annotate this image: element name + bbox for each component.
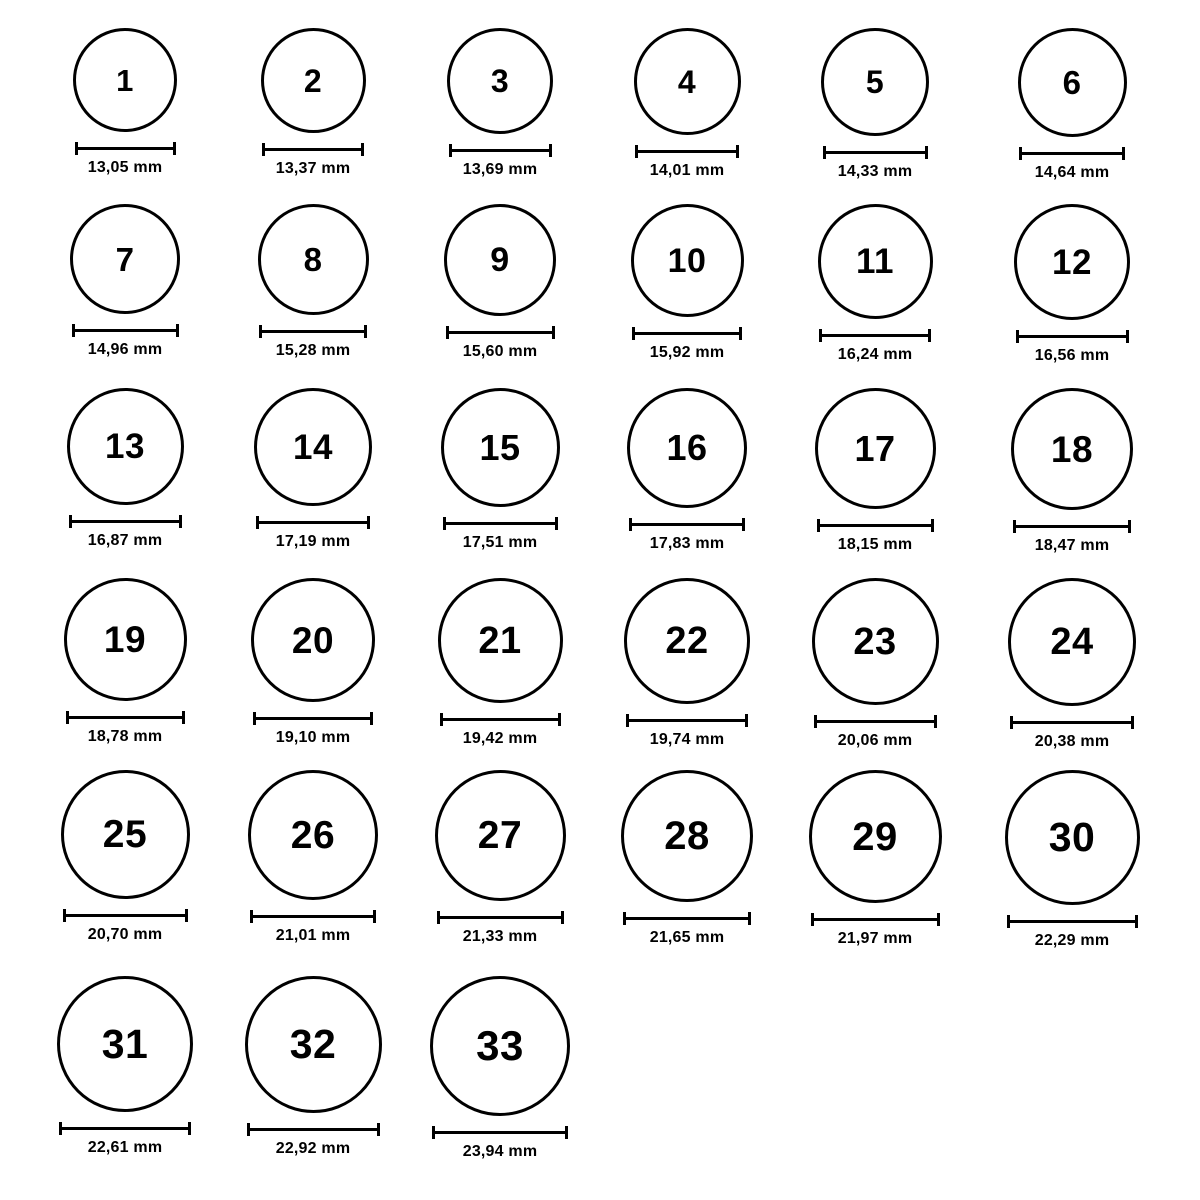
measure-cap-right [373,910,376,923]
diameter-label: 14,96 mm [87,341,163,358]
diameter-label: 20,06 mm [837,732,913,749]
measure-cap-left [432,1126,435,1139]
measure-line [75,147,176,150]
measure-cap-right [934,715,937,728]
diameter-measure-bar [811,913,940,925]
ring-size-item [64,578,187,746]
ring-size-item [430,976,570,1161]
ring-size-number: 33 [476,1022,524,1069]
ring-size-number: 8 [303,241,323,278]
ring-circle [812,578,939,705]
ring-size-number: 30 [1048,814,1096,860]
diameter-label: 15,60 mm [462,343,538,360]
ring-size-item [621,770,753,947]
measure-cap-left [446,326,449,339]
measure-line [1019,152,1125,155]
measure-cap-left [819,329,822,342]
ring-size-number: 21 [478,619,522,662]
ring-circle [258,204,369,315]
diameter-measure-bar [253,712,373,724]
diameter-label: 19,42 mm [462,730,538,747]
measure-cap-left [256,516,259,529]
ring-circle [64,578,187,701]
ring-size-item [441,388,560,552]
ring-size-item [257,204,369,360]
measure-cap-left [1019,147,1022,160]
measure-cap-right [173,142,176,155]
measure-line [1010,721,1134,724]
diameter-measure-bar [814,715,937,727]
ring-circle [634,28,741,135]
diameter-measure-bar [1007,915,1138,927]
measure-line [63,914,188,917]
ring-circle [430,976,570,1116]
ring-size-item [815,388,936,554]
measure-line [259,330,367,333]
measure-cap-right [742,518,745,531]
measure-line [811,918,940,921]
ring-size-item [1014,204,1130,365]
ring-size-number: 22 [665,620,709,662]
ring-size-number: 7 [115,240,135,278]
ring-circle [70,204,180,314]
measure-cap-left [626,714,629,727]
measure-line [823,151,928,154]
measure-cap-right [558,713,561,726]
diameter-label: 23,94 mm [462,1143,538,1160]
ring-circle [254,388,372,506]
ring-size-number: 3 [490,63,510,99]
diameter-label: 22,29 mm [1034,932,1110,949]
diameter-label: 18,47 mm [1034,537,1110,554]
measure-cap-right [188,1122,191,1135]
measure-cap-left [253,712,256,725]
ring-circle [261,28,366,133]
ring-size-item [254,388,372,551]
measure-line [66,716,185,719]
measure-line [256,521,370,524]
measure-cap-right [1122,147,1125,160]
diameter-label: 18,78 mm [87,728,163,745]
ring-size-number: 18 [1050,428,1094,470]
measure-cap-right [1128,520,1131,533]
diameter-label: 21,65 mm [649,929,725,946]
measure-line [1007,920,1138,923]
measure-cap-left [72,324,75,337]
ring-size-number: 17 [854,427,896,469]
diameter-label: 14,01 mm [649,162,725,179]
measure-line [449,149,552,152]
diameter-label: 16,87 mm [87,532,163,549]
ring-size-number: 9 [490,241,510,279]
measure-line [1013,525,1131,528]
measure-cap-left [440,713,443,726]
diameter-measure-bar [66,711,185,723]
measure-line [437,916,564,919]
measure-cap-right [748,912,751,925]
measure-cap-left [69,515,72,528]
ring-size-item [819,28,931,181]
ring-circle [818,204,933,319]
measure-cap-right [549,144,552,157]
ring-circle [441,388,560,507]
ring-size-number: 19 [103,619,147,660]
ring-size-number: 20 [291,619,335,661]
measure-cap-right [367,516,370,529]
ring-size-number: 2 [303,62,323,99]
ring-size-number: 27 [477,814,523,857]
diameter-label: 21,97 mm [837,930,913,947]
measure-cap-left [250,910,253,923]
diameter-label: 21,01 mm [275,927,351,944]
ring-size-item [809,770,942,948]
diameter-label: 22,61 mm [87,1139,163,1156]
diameter-label: 21,33 mm [462,928,538,945]
measure-line [250,915,376,918]
ring-size-item [438,578,563,748]
diameter-measure-bar [247,1123,380,1135]
diameter-measure-bar [1010,716,1134,728]
measure-cap-left [247,1123,250,1136]
diameter-label: 16,24 mm [837,346,913,363]
measure-line [440,718,561,721]
diameter-label: 20,38 mm [1034,733,1110,750]
ring-circle [438,578,563,703]
diameter-label: 15,92 mm [649,344,725,361]
ring-circle [251,578,375,702]
diameter-measure-bar [437,911,564,923]
measure-line [623,917,751,920]
measure-cap-right [561,911,564,924]
ring-size-item [69,204,181,359]
ring-size-number: 29 [852,814,898,859]
diameter-measure-bar [1019,147,1125,159]
diameter-measure-bar [440,713,561,725]
diameter-measure-bar [819,329,931,341]
measure-line [626,719,748,722]
ring-size-item [248,770,378,945]
ring-size-number: 13 [105,427,145,466]
ring-circle [245,976,382,1113]
ring-size-number: 15 [479,426,521,468]
measure-cap-right [185,909,188,922]
ring-size-number: 23 [853,620,897,663]
measure-line [446,331,555,334]
ring-size-item [1011,388,1133,555]
ring-size-item [444,28,556,179]
diameter-measure-bar [443,517,558,529]
ring-circle [627,388,747,508]
ring-size-number: 24 [1050,621,1094,663]
ring-circle [1011,388,1133,510]
measure-line [819,334,931,337]
measure-cap-left [623,912,626,925]
measure-cap-left [823,146,826,159]
measure-line [635,150,739,153]
ring-circle [815,388,936,509]
measure-cap-right [925,146,928,159]
diameter-measure-bar [449,144,552,156]
measure-cap-right [552,326,555,339]
measure-cap-right [1126,330,1129,343]
ring-size-number: 16 [666,427,708,468]
diameter-label: 13,37 mm [275,160,351,177]
diameter-label: 19,74 mm [649,731,725,748]
measure-line [432,1131,568,1134]
ring-size-item [435,770,566,946]
diameter-label: 14,33 mm [837,163,913,180]
diameter-measure-bar [817,519,934,531]
measure-cap-right [176,324,179,337]
diameter-measure-bar [63,909,188,921]
diameter-label: 17,83 mm [649,535,725,552]
diameter-label: 17,51 mm [462,534,538,551]
measure-cap-right [931,519,934,532]
measure-cap-left [443,517,446,530]
measure-cap-right [736,145,739,158]
diameter-label: 19,10 mm [275,729,351,746]
ring-circle [821,28,929,136]
measure-line [817,524,934,527]
ring-size-number: 32 [289,1021,337,1067]
measure-cap-right [364,325,367,338]
measure-line [632,332,742,335]
measure-cap-left [449,144,452,157]
diameter-label: 14,64 mm [1034,164,1110,181]
ring-size-item [57,976,193,1157]
ring-size-item [251,578,375,747]
ring-size-item [444,204,556,361]
measure-cap-right [1131,716,1134,729]
measure-line [629,523,745,526]
measure-line [72,329,179,332]
ring-circle [1018,28,1127,137]
measure-cap-right [377,1123,380,1136]
measure-line [69,520,182,523]
ring-circle [73,28,177,132]
diameter-label: 13,05 mm [87,159,163,176]
ring-size-number: 26 [290,813,336,857]
measure-line [59,1127,191,1130]
ring-size-item [61,770,190,944]
ring-circle [1008,578,1136,706]
ring-size-number: 5 [865,64,885,100]
measure-line [1016,335,1129,338]
ring-size-number: 31 [101,1020,149,1067]
ring-size-item [245,976,382,1158]
ring-circle [57,976,193,1112]
ring-circle [444,204,556,316]
diameter-measure-bar [259,325,367,337]
measure-cap-left [817,519,820,532]
measure-line [253,717,373,720]
ring-size-item [631,28,743,180]
ring-size-item [69,28,181,177]
measure-line [247,1128,380,1131]
measure-cap-left [1007,915,1010,928]
ring-size-item [257,28,369,178]
measure-cap-right [182,711,185,724]
diameter-label: 22,92 mm [275,1140,351,1157]
ring-size-number: 4 [677,63,697,100]
ring-size-item [812,578,939,750]
ring-circle [1014,204,1130,320]
measure-cap-right [370,712,373,725]
measure-cap-right [361,143,364,156]
measure-cap-right [745,714,748,727]
measure-cap-left [59,1122,62,1135]
diameter-measure-bar [823,146,928,158]
ring-circle [631,204,744,317]
diameter-measure-bar [1013,520,1131,532]
ring-size-number: 28 [664,814,710,858]
measure-cap-right [555,517,558,530]
measure-line [262,148,364,151]
ring-circle [248,770,378,900]
diameter-label: 20,70 mm [87,926,163,943]
measure-cap-left [632,327,635,340]
measure-line [443,522,558,525]
ring-size-item [1008,578,1136,751]
diameter-measure-bar [69,515,182,527]
measure-cap-right [179,515,182,528]
measure-cap-left [1010,716,1013,729]
measure-cap-right [937,913,940,926]
diameter-measure-bar [626,714,748,726]
measure-cap-left [63,909,66,922]
ring-circle [621,770,753,902]
measure-cap-left [259,325,262,338]
ring-circle [624,578,750,704]
ring-circle [1005,770,1140,905]
ring-circle [447,28,553,134]
diameter-label: 17,19 mm [275,533,351,550]
ring-size-item [631,204,744,362]
measure-cap-left [811,913,814,926]
diameter-measure-bar [446,326,555,338]
measure-cap-left [262,143,265,156]
ring-size-item [1005,770,1140,950]
ring-size-item [818,204,933,364]
measure-cap-left [1016,330,1019,343]
diameter-measure-bar [635,145,739,157]
measure-cap-right [1135,915,1138,928]
ring-size-item [67,388,184,550]
diameter-measure-bar [250,910,376,922]
measure-cap-left [814,715,817,728]
ring-size-number: 12 [1052,242,1092,282]
measure-cap-left [629,518,632,531]
measure-cap-left [75,142,78,155]
diameter-measure-bar [629,518,745,530]
ring-size-number: 10 [667,241,707,280]
ring-size-number: 1 [116,62,134,98]
diameter-label: 13,69 mm [462,161,538,178]
measure-cap-right [565,1126,568,1139]
ring-circle [435,770,566,901]
diameter-measure-bar [623,912,751,924]
measure-line [814,720,937,723]
ring-size-item [1016,28,1128,182]
diameter-measure-bar [59,1122,191,1134]
ring-circle [809,770,942,903]
ring-size-number: 6 [1062,64,1082,101]
diameter-label: 16,56 mm [1034,347,1110,364]
ring-size-number: 25 [102,813,148,856]
diameter-measure-bar [72,324,179,336]
diameter-label: 15,28 mm [275,342,351,359]
ring-size-number: 14 [293,427,333,467]
diameter-measure-bar [75,142,176,154]
diameter-label: 18,15 mm [837,536,913,553]
measure-cap-right [739,327,742,340]
measure-cap-left [66,711,69,724]
measure-cap-left [1013,520,1016,533]
diameter-measure-bar [1016,330,1129,342]
measure-cap-right [928,329,931,342]
ring-size-item [627,388,747,553]
ring-size-number: 11 [856,242,894,281]
diameter-measure-bar [432,1126,568,1138]
ring-circle [67,388,184,505]
ring-size-item [624,578,750,749]
ring-circle [61,770,190,899]
diameter-measure-bar [632,327,742,339]
diameter-measure-bar [262,143,364,155]
diameter-measure-bar [256,516,370,528]
measure-cap-left [437,911,440,924]
measure-cap-left [635,145,638,158]
